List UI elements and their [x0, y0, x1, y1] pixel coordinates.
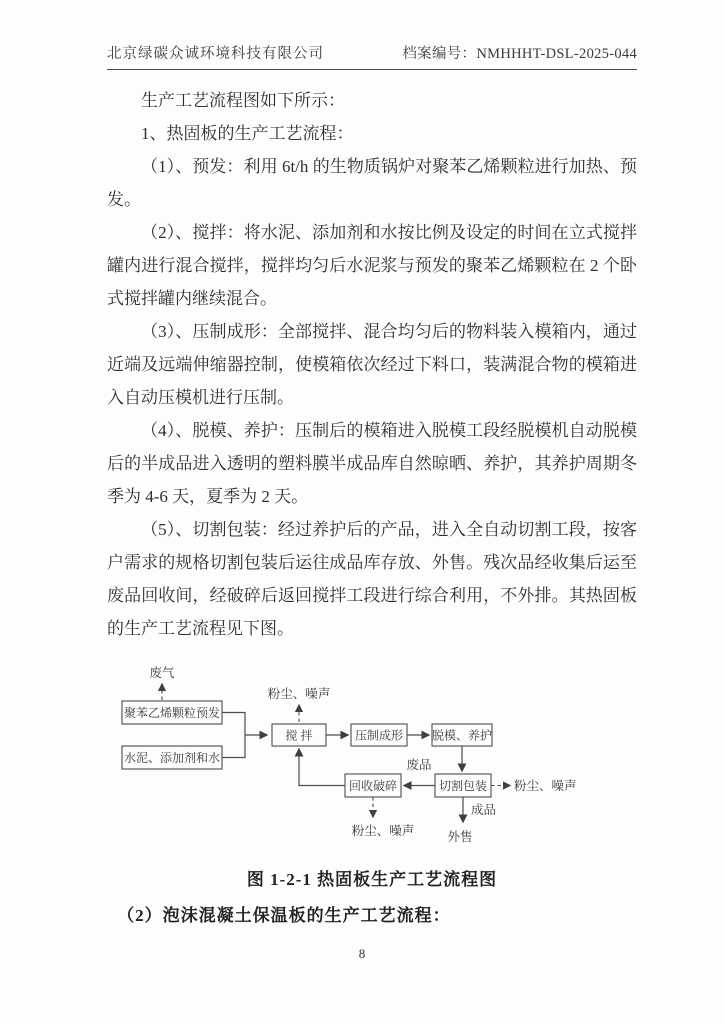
paragraph-step-3: （3）、压制成形：全部搅拌、混合均匀后的物料装入模箱内，通过近端及远端伸缩器控制，使模箱依次经过下料口，装满混合物的模箱进入自动压模机进行压制。	[107, 322, 637, 407]
flow-node-mixing: 搅 拌	[285, 728, 313, 743]
flow-label-dust-noise-recycling: 粉尘、噪声	[351, 824, 415, 838]
flow-label-waste-scrap: 废品	[406, 758, 432, 772]
document-header	[107, 42, 637, 70]
flow-node-demolding: 脱模、养护	[431, 728, 493, 743]
company-name: 北京绿碳众诚环境科技有限公司	[107, 46, 324, 62]
paragraph-step-2: （2）、搅拌：将水泥、添加剂和水按比例及设定的时间在立式搅拌罐内进行混合搅拌，搅拌均匀后水泥浆与预发的聚苯乙烯颗粒在 2 个卧式搅拌罐内继续混合。	[107, 223, 637, 308]
flow-node-materials: 水泥、添加剂和水	[123, 751, 221, 765]
page-footer	[0, 946, 724, 962]
paragraph-step-1: （1）、预发：利用 6t/h 的生物质锅炉对聚苯乙烯颗粒进行加热、预发。	[107, 157, 637, 209]
paragraph-step-4: （4）、脱模、养护：压制后的模箱进入脱模工段经脱模机自动脱模后的半成品进入透明的塑料膜半成品库自然晾晒、养护，其养护周期冬季为 4-6 天，夏季为 2 天。	[107, 421, 637, 506]
flow-label-external-sale: 外售	[447, 830, 473, 844]
process-flowchart	[95, 651, 661, 851]
archive-number: NMHHHT-DSL-2025-044	[476, 46, 637, 62]
flowchart-svg	[95, 651, 661, 851]
next-section-heading: （2）泡沫混凝土保温板的生产工艺流程：	[117, 906, 451, 925]
merge-connector	[222, 713, 245, 758]
figure-caption: 图 1-2-1 热固板生产工艺流程图	[246, 870, 498, 889]
paragraph-intro: 生产工艺流程图如下所示：	[141, 91, 345, 110]
page-number: 8	[358, 946, 366, 961]
recycling-to-mixing-arrow	[299, 749, 345, 786]
flow-node-premix: 聚苯乙烯颗粒预发	[123, 706, 221, 720]
paragraph-step-5: （5）、切割包装：经过养护后的产品，进入全自动切割工段，按客户需求的规格切割包装后运往成品库存放、外售。残次品经收集后运至废品回收间，经破碎后返回搅拌工段进行综合利用，不外排。其热固板的生产工艺流程见下图。	[107, 520, 637, 638]
flow-node-cutting: 切割包装	[438, 779, 488, 793]
flow-node-recycling: 回收破碎	[348, 779, 398, 793]
document-body	[107, 84, 637, 932]
flow-label-waste-gas: 废气	[149, 666, 175, 680]
flow-label-dust-noise-mixing: 粉尘、噪声	[267, 687, 331, 701]
flow-node-pressing: 压制成形	[354, 728, 404, 743]
flow-label-finished-product: 成品	[471, 803, 497, 817]
archive-label: 档案编号：	[402, 46, 477, 62]
archive-number-line	[402, 42, 637, 63]
flow-label-dust-noise-cutting: 粉尘、噪声	[514, 779, 577, 793]
paragraph-section-1: 1、热固板的生产工艺流程：	[141, 124, 354, 143]
